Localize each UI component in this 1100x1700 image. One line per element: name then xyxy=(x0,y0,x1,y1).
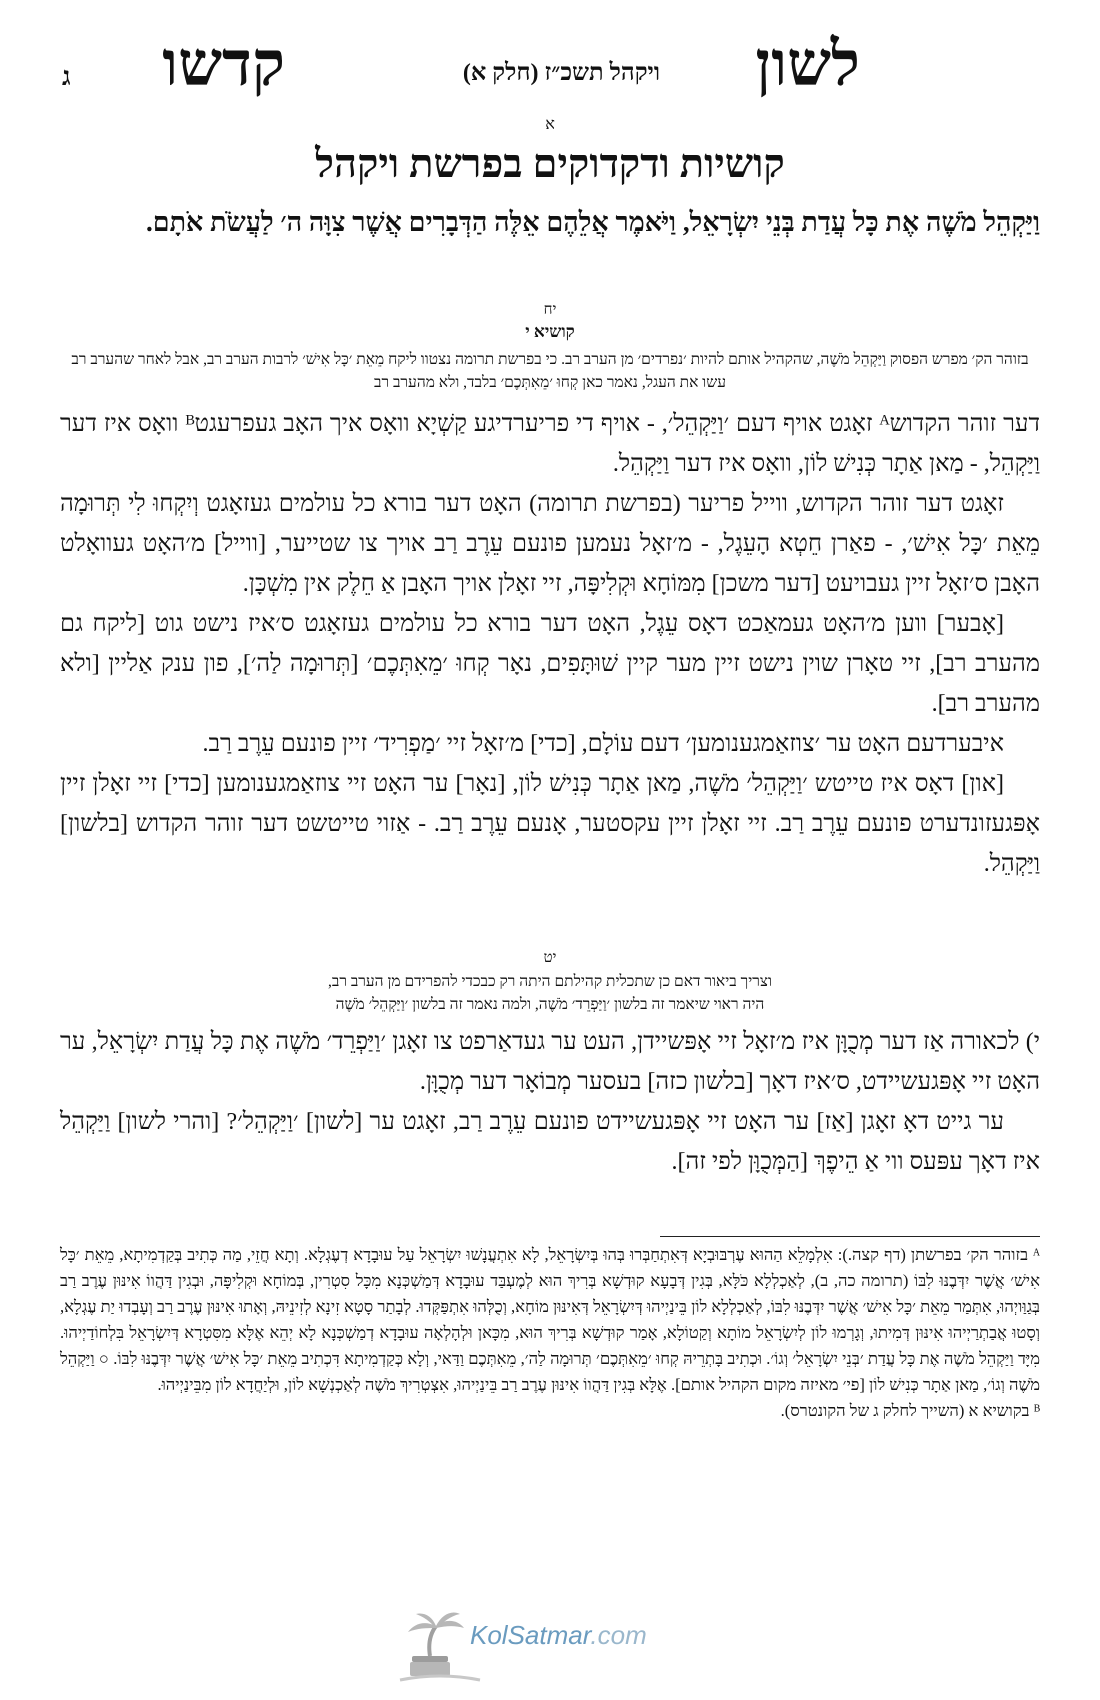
part-marker-yh: יח xyxy=(543,302,557,318)
watermark-domain: .com xyxy=(590,1620,647,1650)
torah-verse: וַיַּקְהֵל מֹשֶׁה אֶת כָּל עֲדַת בְּנֵי יִשְׂרָאֵל, וַיֹּאמֶר אֲלֵהֶם אֵלֶּה הַדְּבָרִים אֲשֶׁר צִוָּה ה׳ לַעֲשֹׂת אֹתָם. xyxy=(145,207,1040,237)
watermark-brand: KolSatmar xyxy=(470,1620,591,1650)
part-intro-line1: וצריך ביאור דאם כן שתכלית קהילתם היתה רק כבכדי להפרידם מן הערב רב, xyxy=(327,973,773,990)
footnote-b: ᴮ בקושיא א (השייך לחלק ג של הקונטרס). xyxy=(780,1401,1040,1420)
footnotes xyxy=(60,1242,1040,1424)
main-body-yt xyxy=(60,1022,1040,1182)
question-intro: בזוהר הק׳ מפרש הפסוק וַיַּקְהֵל מֹשֶׁה, שהקהיל אותם להיות ׳נפרדים׳ מן הערב רב. כי בפרשת תרומה נצטוו ליקח מֵאֵת ׳כָּל אִישׁ׳ לרבות הערב רב, אבל לאחר שהערב רב עשו את העגל, נאמר כאן קְחוּ ׳מֵאִתְּכֶם׳ בלבד, ולא מהערב רב xyxy=(71,351,1029,391)
main-body-yh xyxy=(60,404,1040,884)
watermark-text xyxy=(470,1620,647,1651)
section-title: קושיות ודקדוקים בפרשת ויקהל xyxy=(315,141,785,186)
question-title: קושיא י xyxy=(525,322,575,341)
header-subtitle: ויקהל תשכ״ז (חלק א) xyxy=(462,60,660,86)
paragraph: [אָבער] ווען מ׳האָט געמאַכט דאָס עֵגֶל, האָט דער בורא כל עולמים געזאָגט ס׳איז נישט גוט [ליקח גם מהערב רב], זיי טאָרן שוין נישט זיין מער קיין שׁוּתָּפִים, נאָר קְחוּ ׳מֵאִתְּכֶם׳ [תְּרוּמָה לַה׳], פון ענק אַליין [ולא מהערב רב]. xyxy=(60,611,1040,717)
paragraph: זאָגט דער זוהר הקדוש, ווייל פריער (בפרשת תרומה) האָט דער בורא כל עולמים געזאָגט וְיִקְחוּ לִי תְּרוּמָה מֵאֵת ׳כָּל אִישׁ׳, - פאַרן חֵטְא הָעֵגֶל, - מ׳זאָל נעמען פונעם עֵרֶב רַב אויך צו שטייער, [ווייל] מ׳האָט געוואָלט האָבן ס׳זאָל זיין געבויעט [דער משכן] מִמּוֹחָא וּקְלִיפָּה, זיי זאָלן אויך האָבן אַ חֵלֶק אין מִשְׁכָּן. xyxy=(60,491,1040,597)
paragraph: י) לכאורה אַז דער מְכֻוָּן איז מ׳זאָל זיי אָפּשיידן, העט ער געדאַרפט צו זאָגן ׳וַיַּפְרֵד׳ מֹשֶׁה אֶת כָּל עֲדַת יִשְׂרָאֵל, ער האָט זיי אָפּגעשיידט, ס׳איז דאָך [בלשון כזה] בעסער מְבוֹאָר דער מְכֻוָּן. xyxy=(60,1029,1040,1095)
part-marker-yt: יט xyxy=(543,950,557,966)
footnote-a: ᴬ בזוהר הק׳ בפרשתן (דף קצה.): אִלְמָלֵא הַהוּא עֶרְבּוּבְיָא דְּאִתְחַבְּרוּ בְּהוּ בְּיִשְׂרָאֵל, לָא אִתְעֲנָשׁוּ יִשְׂרָאֵל עַל עוּבָדָא דְעֶגְלָא. וְתָא חֲזֵי, מַה כְּתִיב בְּקַדְמִיתָא, מֵאֵת ׳כָּל אִישׁ׳ אֲשֶׁר יִדְּבֶנּוּ לִבּוֹ (תרומה כה, ב), לְאַכְלְלָא כֹּלָּא, בְּגִין דְּבָעָא קוּדְשָׁא בְּרִיךְ הוּא לְמֶעְבַּד עוּבָדָא דְּמַשְׁכְּנָא מִכָּל סִטְרִין, בְּמוֹחָא וּקְלִיפָּה, וּבְגִין דַּהֲווֹ אִינּוּן עֶרֶב רַב בְּגַוַּויְהוּ, אִתְּמַר מֵאֵת ׳כָּל אִישׁ׳ אֲשֶׁר יִדְּבֶנּוּ לִבּוֹ, לְאַכְלְלָא לוֹן בֵּינַיְיהוּ דְּיִשְׂרָאֵל דְּאִינּוּן מוֹחָא, וְכֻלְּהוּ אִתְפַּקְּדוּ. לְבָתַר סָטָא זִינָא לְזִינֵיהּ, וְאָתוּ אִינּוּן עֶרֶב רַב וְעָבְדוּ יַת עֶגְלָא, וְסָטוּ אֲבַתְרַיְיהוּ אִינּוּן דְּמִיתוּ, וְגָרְמוּ לוֹן לְיִשְׂרָאֵל מוֹתָא וְקַטוֹלָא, אָמַר קוּדְשָׁא בְּרִיךְ הוּא, מִכָּאן וּלְהָלְאָה עוּבָדָא דְמַשְׁכְּנָא לָא יְהֵא אֶלָּא מִסִּטְרָא דְּיִשְׂרָאֵל בִּלְחוֹדַיְיהוּ. מִיָּד וַיַּקְהֵל מֹשֶׁה אֶת כָּל עֲדַת ׳בְּנֵי יִשְׂרָאֵל׳ וְגוֹ׳. וּכְתִיב בָּתְרֵיהּ קְחוּ ׳מֵאִתְּכֶם׳ תְּרוּמָה לַה׳, מֵאִתְּכֶם וַדַּאי, וְלָא כְּקַדְמִיתָא דִּכְתִיב מֵאֵת ׳כָּל אִישׁ׳ אֲשֶׁר יִדְּבֶנּוּ לִבּוֹ. ○ וַיַּקְהֵל מֹשֶׁה וְגוֹ׳, מַאן אַתָר כְּנִישׁ לוֹן [פי׳ מאיזה מקום הקהיל אותם]. אֶלָּא בְּגִין דַּהֲווֹ אִינּוּן עֶרֶב רַב בֵּינַיְיהוּ, אִצְטְרִיךְ מֹשֶׁה לְאַכְנְשָׁא לוֹן, וּלְיַחֲדָא לוֹן מִבֵּינַיְיהוּ. xyxy=(60,1245,1040,1394)
paragraph: ער גייט דאָ זאָגן [אַז] ער האָט זיי אָפּגעשיידט פונעם עֵרֶב רַב, זאָגט ער [לשון] ׳וַיַּקְהֵל׳? [והרי לשון] וַיַּקְהֵל איז דאָך עפּעס ווי אַ הֵיפֶךְ [הַמְּכֻוָּן לפי זה]. xyxy=(60,1109,1040,1175)
header-title-left: קדשו xyxy=(162,31,285,99)
header-title-right: לשון xyxy=(755,31,860,99)
paragraph: דער זוהר הקדושᴬ זאָגט אויף דעם ׳וַיַּקְהֵל׳, - אויף די פריערדיגע קַשְׁיָא וואָס איך האָב געפרעגטᴮ וואָס איז דער וַיַּקְהֵל, - מַאן אַתָר כְּנִישׁ לוֹן, וואָס איז דער וַיַּקְהֵל. xyxy=(60,411,1041,477)
section-letter: א xyxy=(545,116,555,133)
page-number: ג xyxy=(62,62,71,91)
footnote-divider xyxy=(660,1236,1040,1237)
part-intro-line2: היה ראוי שיאמר זה בלשון ׳וַיַּפְרֵד׳ מֹשֶׁה, ולמה נאמר זה בלשון ׳וַיַּקְהֵל׳ מֹשֶׁה xyxy=(335,996,765,1013)
paragraph: איבערדעם האָט ער ׳צוזאַמגענומען׳ דעם עוֹלָם, [כדי] מ׳זאָל זיי ׳מַפְרִיד׳ זיין פונעם עֵרֶב רַב. xyxy=(202,731,1004,757)
paragraph: [און] דאָס איז טייטש ׳וַיַּקְהֵל׳ מֹשֶׁה, מַאן אַתָר כְּנִישׁ לוֹן, [נאָר] ער האָט זיי צוזאַמגענומען [כדי] זיי זאָלן זיין אָפּגעזונדערט פונעם עֵרֶב רַב. זיי זאָלן זיין עקסטער, אָנעם עֵרֶב רַב. - אַזוי טייטשט דער זוהר הקדוש [בלשון] וַיַּקְהֵל. xyxy=(60,771,1040,877)
